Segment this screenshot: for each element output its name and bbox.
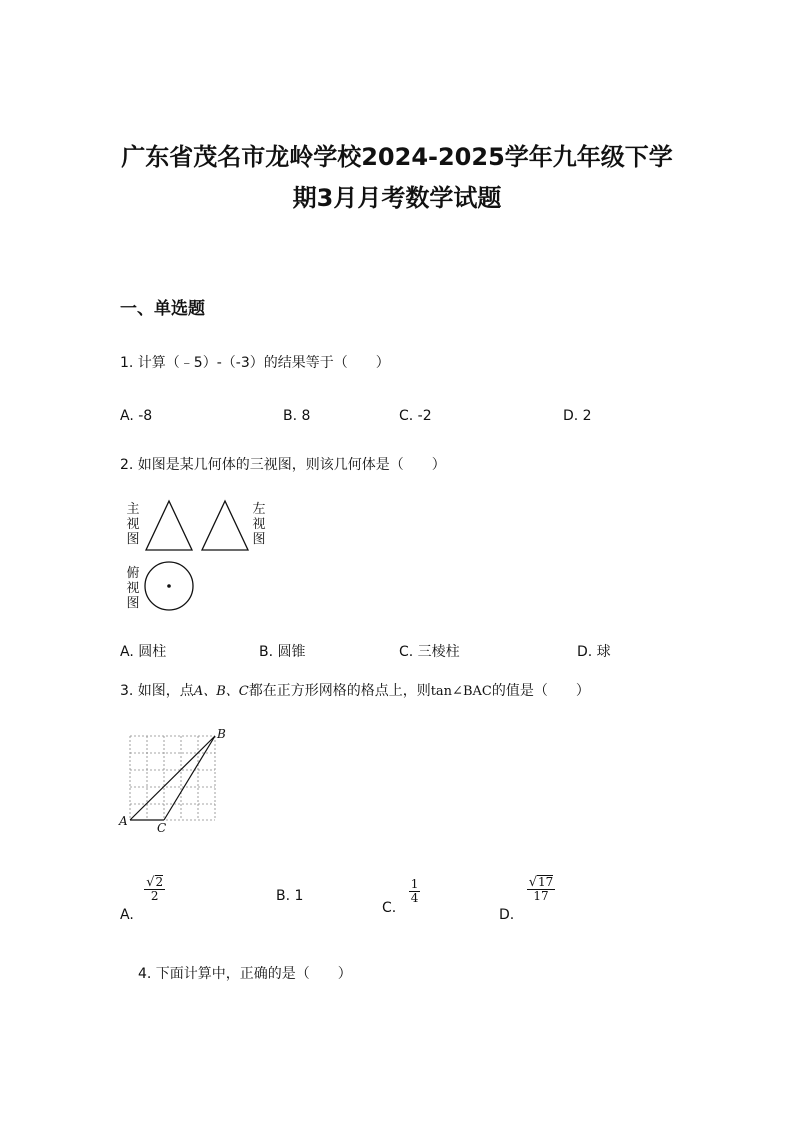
q3-grid-figure — [116, 724, 232, 836]
top-view-label — [126, 566, 140, 611]
side-label-char: 视 — [252, 517, 266, 532]
q2-option-a: A. 圆柱 — [120, 644, 167, 660]
q1-option-c: C. -2 — [399, 408, 432, 424]
q3-option-d-letter: D. — [499, 907, 515, 923]
q3-option-c-fraction — [409, 878, 421, 905]
q3-option-c-numerator: 1 — [410, 877, 419, 891]
triangle-abc — [130, 736, 215, 820]
front-label-char: 图 — [126, 532, 140, 547]
q2-option-c: C. 三棱柱 — [399, 644, 460, 660]
q3-option-c — [382, 877, 420, 916]
q3-option-a-letter: A. — [120, 907, 134, 923]
side-label-char: 左 — [252, 502, 266, 517]
side-view-triangle — [200, 498, 252, 554]
q2-stem: 2. 如图是某几何体的三视图，则该几何体是（ ） — [120, 457, 446, 473]
sqrt-icon: √ — [146, 875, 155, 890]
q3-option-a-denominator: 2 — [150, 889, 159, 903]
q2-option-d: D. 球 — [577, 644, 611, 660]
top-label-char: 视 — [126, 581, 140, 596]
point-b-label: B — [217, 727, 226, 741]
q3-option-a-radicand: 2 — [155, 875, 164, 889]
q2-option-b: B. 圆锥 — [259, 644, 306, 660]
q3-option-a-fraction — [144, 875, 165, 903]
q1-option-d: D. 2 — [563, 408, 592, 424]
q3-option-d-radicand: 17 — [537, 875, 554, 889]
q3-stem-mid: 都在正方形网格的格点上，则 — [248, 683, 431, 699]
front-label-char: 视 — [126, 517, 140, 532]
q3-stem-prefix: 3. 如图，点 — [120, 683, 194, 699]
top-label-char: 俯 — [126, 566, 140, 581]
q3-stem — [120, 680, 590, 700]
sqrt-icon: √ — [528, 875, 537, 890]
q3-option-b: B. 1 — [276, 888, 304, 904]
point-c-label: C — [157, 821, 167, 835]
point-a-label: A — [119, 814, 128, 828]
q1-stem: 1. 计算（﹣5）-（-3）的结果等于（ ） — [120, 355, 390, 371]
q3-stem-expr: tan∠BAC — [430, 684, 492, 699]
q3-option-c-letter: C. — [382, 899, 397, 916]
section-heading: 一、单选题 — [120, 299, 205, 319]
q1-option-b: B. 8 — [283, 408, 311, 424]
front-label-char: 主 — [126, 502, 140, 517]
front-view-label — [126, 502, 140, 547]
doc-title-line1: 广东省茂名市龙岭学校2024-2025学年九年级下学 — [121, 143, 673, 171]
side-label-char: 图 — [252, 532, 266, 547]
front-view-triangle — [144, 498, 196, 554]
doc-title-line2: 期3月月考数学试题 — [292, 184, 502, 212]
q3-option-a — [120, 875, 165, 923]
side-view-label — [252, 502, 266, 547]
q4-stem: 4. 下面计算中，正确的是（ ） — [138, 966, 352, 982]
q3-option-d-fraction — [527, 875, 556, 903]
q3-option-d-denominator: 17 — [533, 889, 549, 903]
top-label-char: 图 — [126, 596, 140, 611]
q1-option-a: A. -8 — [120, 408, 153, 424]
top-view-circle — [142, 560, 198, 614]
q3-stem-suffix: 的值是（ ） — [491, 683, 590, 699]
q3-option-c-denominator: 4 — [410, 891, 419, 905]
q3-stem-points: A、B、C — [193, 684, 249, 699]
q3-option-d — [499, 875, 555, 923]
